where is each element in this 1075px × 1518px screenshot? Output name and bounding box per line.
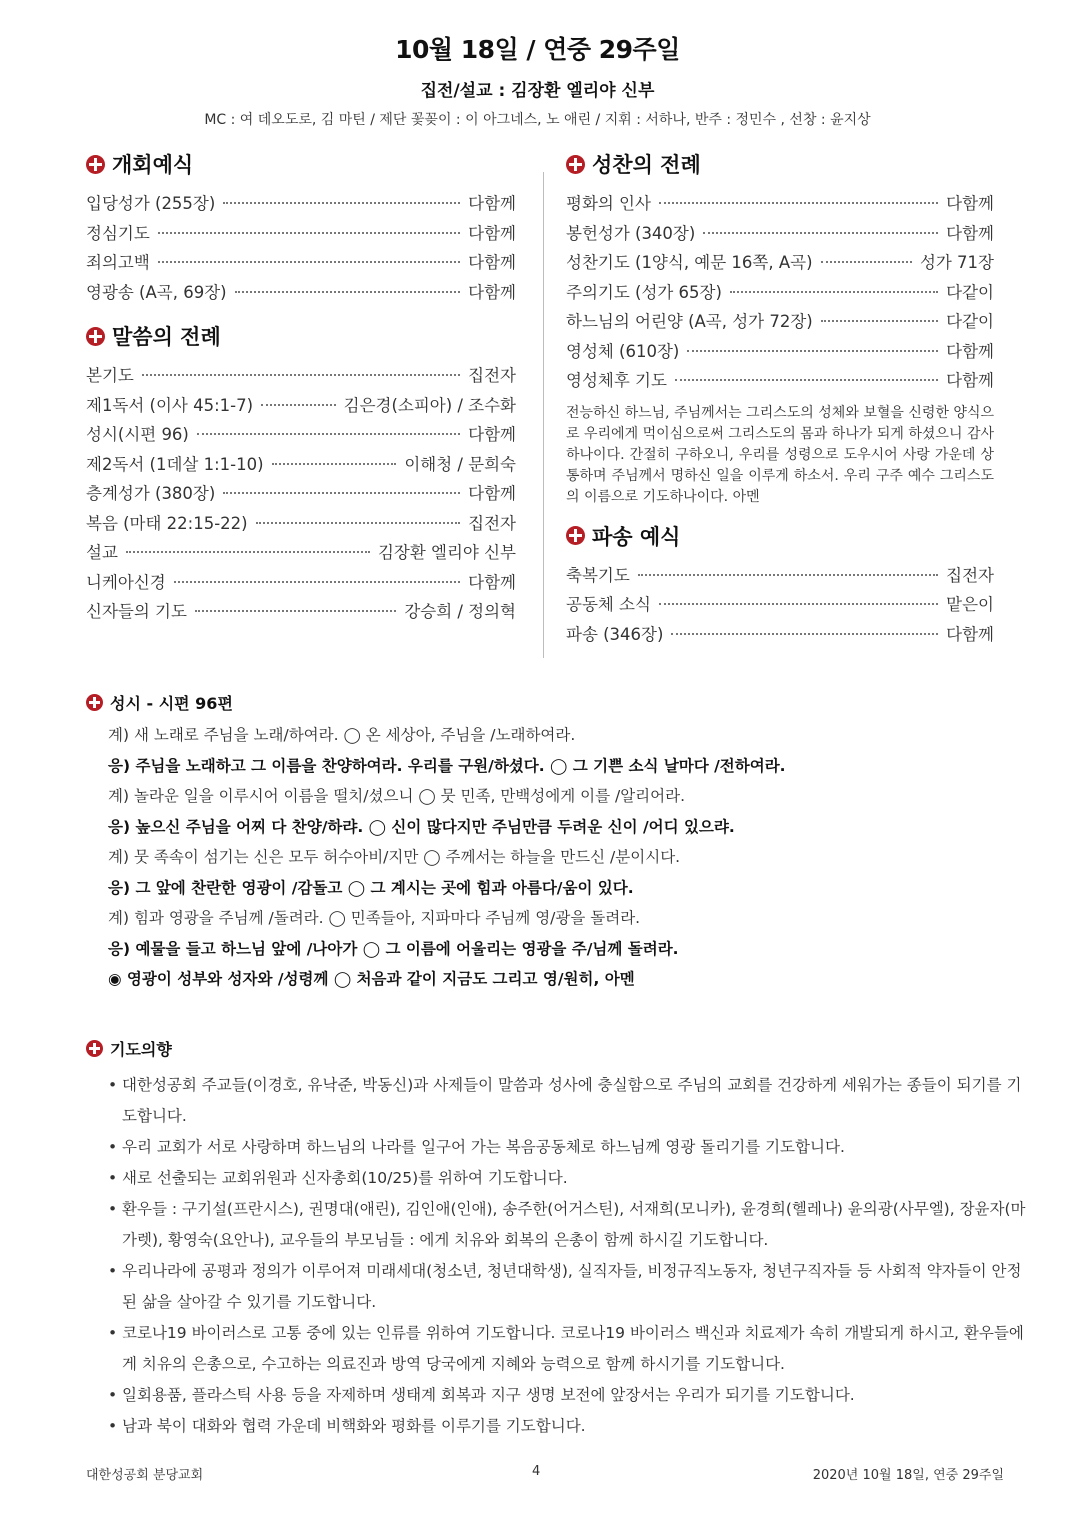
dot-leader bbox=[821, 261, 912, 263]
dot-leader bbox=[261, 404, 336, 406]
celebrant-line: 집전/설교 : 김장환 엘리야 신부 bbox=[420, 81, 655, 101]
order-item-label: 제1독서 (이사 45:1-7) bbox=[86, 395, 254, 415]
order-row bbox=[566, 621, 994, 651]
order-row bbox=[86, 539, 516, 569]
psalm-verse: 계) 놀라운 일을 이루시어 이름을 떨치/셨으니 ◯ 뭇 민족, 만백성에게 이를 /알리어라. bbox=[108, 787, 686, 805]
dot-leader bbox=[730, 291, 938, 293]
order-item-label: 파송 (346장) bbox=[566, 624, 664, 644]
order-item-value: 김은경(소피아) / 조수화 bbox=[343, 395, 516, 415]
section-title: 말씀의 전례 bbox=[112, 325, 221, 349]
order-item-label: 신자들의 기도 bbox=[86, 602, 187, 621]
order-item-label: 본기도 bbox=[86, 366, 134, 385]
order-item-value: 다함께 bbox=[468, 253, 516, 272]
order-item-label: 성찬기도 (1양식, 예문 16쪽, A곡) bbox=[566, 253, 813, 272]
dot-leader bbox=[638, 574, 938, 576]
section-title: 파송 예식 bbox=[592, 524, 681, 549]
dot-leader bbox=[659, 202, 938, 204]
order-item-label: 봉헌성가 (340장) bbox=[566, 223, 696, 243]
dismissal-order-list bbox=[566, 562, 994, 651]
psalm-heading bbox=[86, 690, 1026, 714]
dot-leader bbox=[675, 379, 938, 381]
order-item-value: 다함께 bbox=[468, 425, 516, 444]
word-order-list bbox=[86, 362, 516, 628]
dot-leader bbox=[235, 291, 461, 293]
order-row bbox=[86, 569, 516, 599]
order-item-label: 층계성가 (380장) bbox=[86, 484, 216, 503]
order-row bbox=[566, 279, 994, 309]
page-title: 10월 18일 / 연중 29주일 bbox=[395, 35, 680, 64]
psalm-verse: 계) 힘과 영광을 주님께 /돌려라. ◯ 민족들아, 지파마다 주님께 영/광을 돌려라. bbox=[108, 909, 641, 927]
order-row bbox=[566, 249, 994, 279]
order-row bbox=[86, 249, 516, 279]
footer-church: 대한성공회 분당교회 bbox=[86, 1468, 204, 1483]
dot-leader bbox=[703, 232, 938, 234]
intentions-heading bbox=[86, 1036, 1026, 1060]
order-item-label: 주의기도 (성가 65장) bbox=[566, 282, 722, 302]
right-column bbox=[566, 148, 994, 650]
dot-leader bbox=[223, 492, 460, 494]
eucharist-order-list bbox=[566, 190, 994, 397]
order-item-label: 영광송 (A곡, 69장) bbox=[86, 282, 227, 302]
order-row bbox=[86, 598, 516, 628]
column-divider bbox=[543, 172, 544, 658]
dot-leader bbox=[126, 551, 370, 553]
section-heading-word bbox=[86, 320, 516, 352]
order-row bbox=[566, 591, 994, 621]
order-row bbox=[566, 338, 994, 368]
dot-leader bbox=[142, 374, 460, 376]
dot-leader bbox=[158, 261, 460, 263]
psalm-verse: ◉ 영광이 성부와 성자와 /성령께 ◯ 처음과 같이 지금도 그리고 영/원히, 아멘 bbox=[108, 970, 635, 988]
credits-line: MC : 여 데오도로, 김 마틴 / 제단 꽃꽂이 : 이 아그네스, 노 애린 / 지휘 : 서하나, 반주 : 정민수 , 선창 : 윤지상 bbox=[204, 112, 871, 128]
order-row bbox=[86, 190, 516, 220]
page-footer bbox=[86, 1464, 1004, 1484]
cross-icon bbox=[86, 694, 103, 711]
order-item-label: 성시(시편 96) bbox=[86, 425, 189, 444]
psalm-verse: 응) 높으신 주님을 어찌 다 찬양/하랴. ◯ 신이 많다지만 주님만큼 두려운 신이 /어디 있으랴. bbox=[108, 817, 735, 836]
intention-item: • 대한성공회 주교들(이경호, 유낙준, 박동신)과 사제들이 말씀과 성사에 충실함으로 주님의 교회를 건강하게 세워가는 종들이 되기를 기도합니다. bbox=[108, 1070, 1026, 1132]
order-item-label: 죄의고백 bbox=[86, 253, 150, 272]
section-title: 개회예식 bbox=[112, 153, 194, 177]
order-item-label: 평화의 인사 bbox=[566, 194, 651, 213]
intention-item: • 환우들 : 구기설(프란시스), 권명대(애린), 김인애(인애), 송주한(어거스틴), 서재희(모니카), 윤경희(헬레나) 윤의광(사무엘), 장윤자(마가렛), 황영숙(요안나), 교우들의 부모님들 : 에게 치유와 회복의 은총이 함께 하시길 기도합니다. bbox=[108, 1194, 1026, 1256]
dot-leader bbox=[821, 320, 938, 322]
dot-leader bbox=[223, 202, 460, 204]
order-item-label: 니케아신경 bbox=[86, 572, 166, 592]
order-item-value: 다같이 bbox=[946, 282, 994, 302]
order-item-label: 복음 (마태 22:15-22) bbox=[86, 513, 248, 533]
order-item-label: 공동체 소식 bbox=[566, 595, 651, 614]
dot-leader bbox=[687, 350, 938, 352]
order-row bbox=[86, 279, 516, 309]
order-row bbox=[86, 510, 516, 540]
order-row bbox=[566, 367, 994, 397]
dot-leader bbox=[195, 610, 396, 612]
order-item-label: 축복기도 bbox=[566, 565, 630, 585]
dot-leader bbox=[671, 633, 938, 635]
order-row bbox=[566, 308, 994, 338]
left-column bbox=[86, 148, 516, 628]
order-item-value: 강승희 / 정의혁 bbox=[404, 602, 516, 621]
cross-icon bbox=[86, 155, 105, 174]
order-item-value: 다함께 bbox=[468, 484, 516, 503]
order-item-value: 다함께 bbox=[468, 282, 516, 302]
intention-item: • 남과 북이 대화와 협력 가운데 비핵화와 평화를 이루기를 기도합니다. bbox=[108, 1411, 1026, 1442]
order-item-label: 입당성가 (255장) bbox=[86, 194, 216, 213]
page-header bbox=[0, 30, 1075, 129]
order-item-label: 하느님의 어린양 (A곡, 성가 72장) bbox=[566, 312, 813, 331]
intentions-title: 기도의향 bbox=[110, 1039, 172, 1059]
order-item-value: 다함께 bbox=[468, 194, 516, 213]
footer-page-number: 4 bbox=[532, 1464, 541, 1479]
dot-leader bbox=[256, 522, 461, 524]
order-row bbox=[86, 480, 516, 510]
order-item-value: 다함께 bbox=[946, 194, 994, 213]
intention-item: • 새로 선출되는 교회위원과 신자총회(10/25)를 위하여 기도합니다. bbox=[108, 1163, 1026, 1194]
section-title: 성찬의 전례 bbox=[592, 153, 701, 177]
order-item-value: 다함께 bbox=[946, 341, 994, 361]
cross-icon bbox=[566, 155, 585, 174]
order-item-value: 성가 71장 bbox=[919, 253, 994, 272]
psalm-section bbox=[86, 690, 1026, 995]
order-row bbox=[86, 392, 516, 422]
order-item-value: 이해청 / 문희숙 bbox=[404, 454, 516, 474]
order-item-value: 다함께 bbox=[468, 223, 516, 243]
order-item-value: 다같이 bbox=[946, 312, 994, 331]
order-item-label: 정심기도 bbox=[86, 223, 150, 243]
intention-item: • 코로나19 바이러스로 고통 중에 있는 인류를 위하여 기도합니다. 코로나19 바이러스 백신과 치료제가 속히 개발되게 하시고, 환우들에게 치유의 은총으로, 수고하는 의료진과 방역 당국에게 지혜와 능력으로 함께 하시기를 기도합니다. bbox=[108, 1318, 1026, 1380]
psalm-verse: 응) 그 앞에 찬란한 영광이 /감돌고 ◯ 그 계시는 곳에 힘과 아름다/움이 있다. bbox=[108, 878, 634, 897]
order-item-value: 집전자 bbox=[468, 366, 516, 385]
section-heading-eucharist bbox=[566, 148, 994, 180]
order-row bbox=[86, 220, 516, 250]
order-row bbox=[86, 362, 516, 392]
order-item-label: 영성체 (610장) bbox=[566, 341, 680, 361]
order-item-value: 김장환 엘리야 신부 bbox=[377, 543, 516, 562]
dot-leader bbox=[659, 603, 938, 605]
psalm-verse: 계) 새 노래로 주님을 노래/하여라. ◯ 온 세상아, 주님을 /노래하여라. bbox=[108, 726, 576, 744]
dot-leader bbox=[272, 463, 397, 465]
order-row bbox=[566, 562, 994, 592]
cross-icon bbox=[86, 327, 105, 346]
order-row bbox=[566, 190, 994, 220]
intentions-section bbox=[86, 1036, 1026, 1442]
psalm-verse: 응) 주님을 노래하고 그 이름을 찬양하여라. 우리를 구원/하셨다. ◯ 그 기쁜 소식 날마다 /전하여라. bbox=[108, 756, 786, 775]
dot-leader bbox=[197, 433, 460, 435]
psalm-lines bbox=[108, 720, 1026, 995]
intention-item: • 우리 교회가 서로 사랑하며 하느님의 나라를 일구어 가는 복음공동체로 하느님께 영광 돌리기를 기도합니다. bbox=[108, 1132, 1026, 1163]
order-item-label: 제2독서 (1데살 1:1-10) bbox=[86, 454, 264, 474]
psalm-verse: 응) 예물을 들고 하느님 앞에 /나아가 ◯ 그 이름에 어울리는 영광을 주/님께 돌려라. bbox=[108, 939, 679, 958]
cross-icon bbox=[86, 1040, 103, 1057]
order-item-value: 다함께 bbox=[946, 371, 994, 390]
post-communion-prayer: 전능하신 하느님, 주님께서는 그리스도의 성체와 보혈을 신령한 양식으로 우리에게 먹이심으로써 그리스도의 몸과 하나가 되게 하셨으니 감사하나이다. 간절히 구하오니, 우리를 성령으로 도우시어 사랑 가운데 상통하며 주님께서 명하신 일을 이루게 하소서. 우리 구주 예수 그리스도의 이름으로 기도하나이다. 아멘 bbox=[566, 404, 994, 505]
intentions-list bbox=[86, 1070, 1026, 1442]
psalm-verse: 계) 뭇 족속이 섬기는 신은 모두 허수아비/지만 ◯ 주께서는 하늘을 만드신 /분이시다. bbox=[108, 848, 681, 866]
order-item-value: 맡은이 bbox=[946, 595, 994, 614]
order-row bbox=[86, 451, 516, 481]
order-row bbox=[566, 220, 994, 250]
section-heading-opening bbox=[86, 148, 516, 180]
section-heading-dismissal bbox=[566, 520, 994, 552]
psalm-title: 성시 - 시편 96편 bbox=[110, 693, 233, 713]
footer-date: 2020년 10월 18일, 연중 29주일 bbox=[812, 1468, 1004, 1483]
order-item-value: 다함께 bbox=[468, 572, 516, 592]
order-item-value: 다함께 bbox=[946, 624, 994, 644]
order-item-label: 영성체후 기도 bbox=[566, 371, 667, 390]
order-item-label: 설교 bbox=[86, 543, 118, 562]
cross-icon bbox=[566, 526, 585, 545]
dot-leader bbox=[174, 581, 460, 583]
order-item-value: 집전자 bbox=[946, 565, 994, 585]
dot-leader bbox=[158, 232, 460, 234]
intention-item: • 우리나라에 공평과 정의가 이루어져 미래세대(청소년, 청년대학생), 실직자들, 비정규직노동자, 청년구직자들 등 사회적 약자들이 안정된 삶을 살아갈 수 있기를 기도합니다. bbox=[108, 1256, 1026, 1318]
order-item-value: 집전자 bbox=[468, 513, 516, 533]
opening-order-list bbox=[86, 190, 516, 308]
order-row bbox=[86, 421, 516, 451]
order-item-value: 다함께 bbox=[946, 223, 994, 243]
intention-item: • 일회용품, 플라스틱 사용 등을 자제하며 생태계 회복과 지구 생명 보전에 앞장서는 우리가 되기를 기도합니다. bbox=[108, 1380, 1026, 1411]
